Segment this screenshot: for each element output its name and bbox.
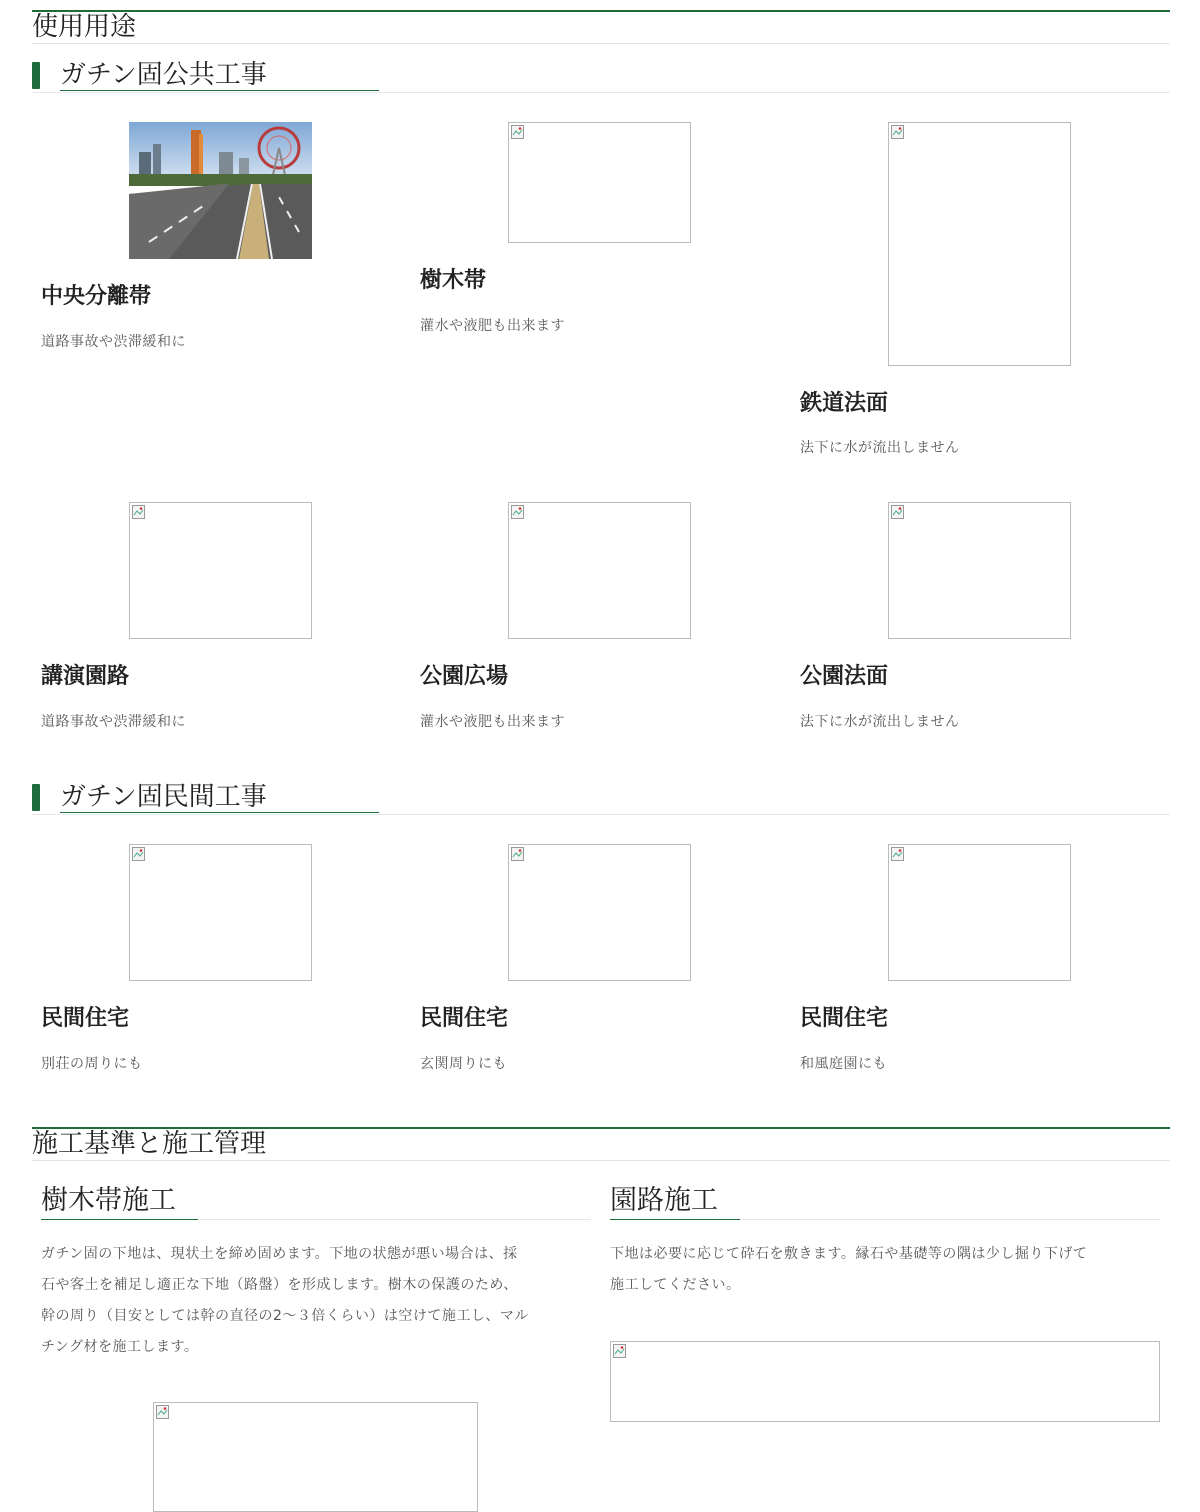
card-title: 民間住宅 — [800, 1006, 889, 1031]
subheading-public-works — [32, 60, 1170, 93]
broken-image-icon — [888, 502, 1071, 639]
section-title: 使用用途 — [32, 12, 137, 42]
card-text: 灌水や液肥も出来ます — [420, 714, 565, 730]
section-heading-usage — [32, 10, 1170, 44]
broken-image-icon — [610, 1341, 1160, 1422]
broken-image-icon — [508, 502, 691, 639]
broken-image-icon — [153, 1402, 478, 1512]
card-text: 玄関周りにも — [420, 1056, 507, 1072]
card-title: 中央分離帯 — [41, 284, 152, 309]
broken-image-icon — [129, 844, 312, 981]
broken-image-icon — [888, 844, 1071, 981]
card-text: 法下に水が流出しません — [800, 440, 960, 456]
card-text: 別荘の周りにも — [41, 1056, 143, 1072]
tree-belt-construction-heading: 樹木帯施工 — [41, 1185, 591, 1220]
broken-image-icon — [129, 502, 312, 639]
subheading-title: ガチン固公共工事 — [60, 60, 379, 91]
card-title: 公園法面 — [800, 664, 889, 689]
tree-belt-construction-text: ガチン固の下地は、現状土を締め固めます。下地の状態が悪い場合は、採 石や客土を補足し適正な下地（路盤）を形成します。樹木の保護のため、 幹の周り（目安としては幹の直径の2〜３倍くらい）は空けて施工し、マル チング材を施工します。 — [41, 1246, 529, 1355]
section-heading-construction — [32, 1127, 1170, 1161]
heading-accent-bar — [32, 62, 40, 89]
card-text: 道路事故や渋滞緩和に — [41, 714, 186, 730]
card-text: 灌水や液肥も出来ます — [420, 318, 565, 334]
road-median-photo — [129, 122, 312, 259]
broken-image-icon — [508, 122, 691, 243]
garden-path-construction-text: 下地は必要に応じて砕石を敷きます。縁石や基礎等の隅は少し掘り下げて 施工してください。 — [610, 1246, 1088, 1293]
card-text: 和風庭園にも — [800, 1056, 887, 1072]
garden-path-construction-heading: 園路施工 — [610, 1185, 1160, 1220]
card-title: 樹木帯 — [420, 268, 487, 293]
card-text: 法下に水が流出しません — [800, 714, 960, 730]
card-title: 民間住宅 — [420, 1006, 509, 1031]
card-title: 鉄道法面 — [800, 391, 889, 416]
heading-accent-bar — [32, 784, 40, 811]
card-text: 道路事故や渋滞緩和に — [41, 334, 186, 350]
subheading-title: ガチン固民間工事 — [60, 782, 379, 813]
subheading-private-works — [32, 782, 1170, 815]
broken-image-icon — [888, 122, 1071, 366]
broken-image-icon — [508, 844, 691, 981]
section-title: 施工基準と施工管理 — [32, 1129, 267, 1159]
card-title: 講演園路 — [41, 664, 130, 689]
card-title: 民間住宅 — [41, 1006, 130, 1031]
card-title: 公園広場 — [420, 664, 509, 689]
